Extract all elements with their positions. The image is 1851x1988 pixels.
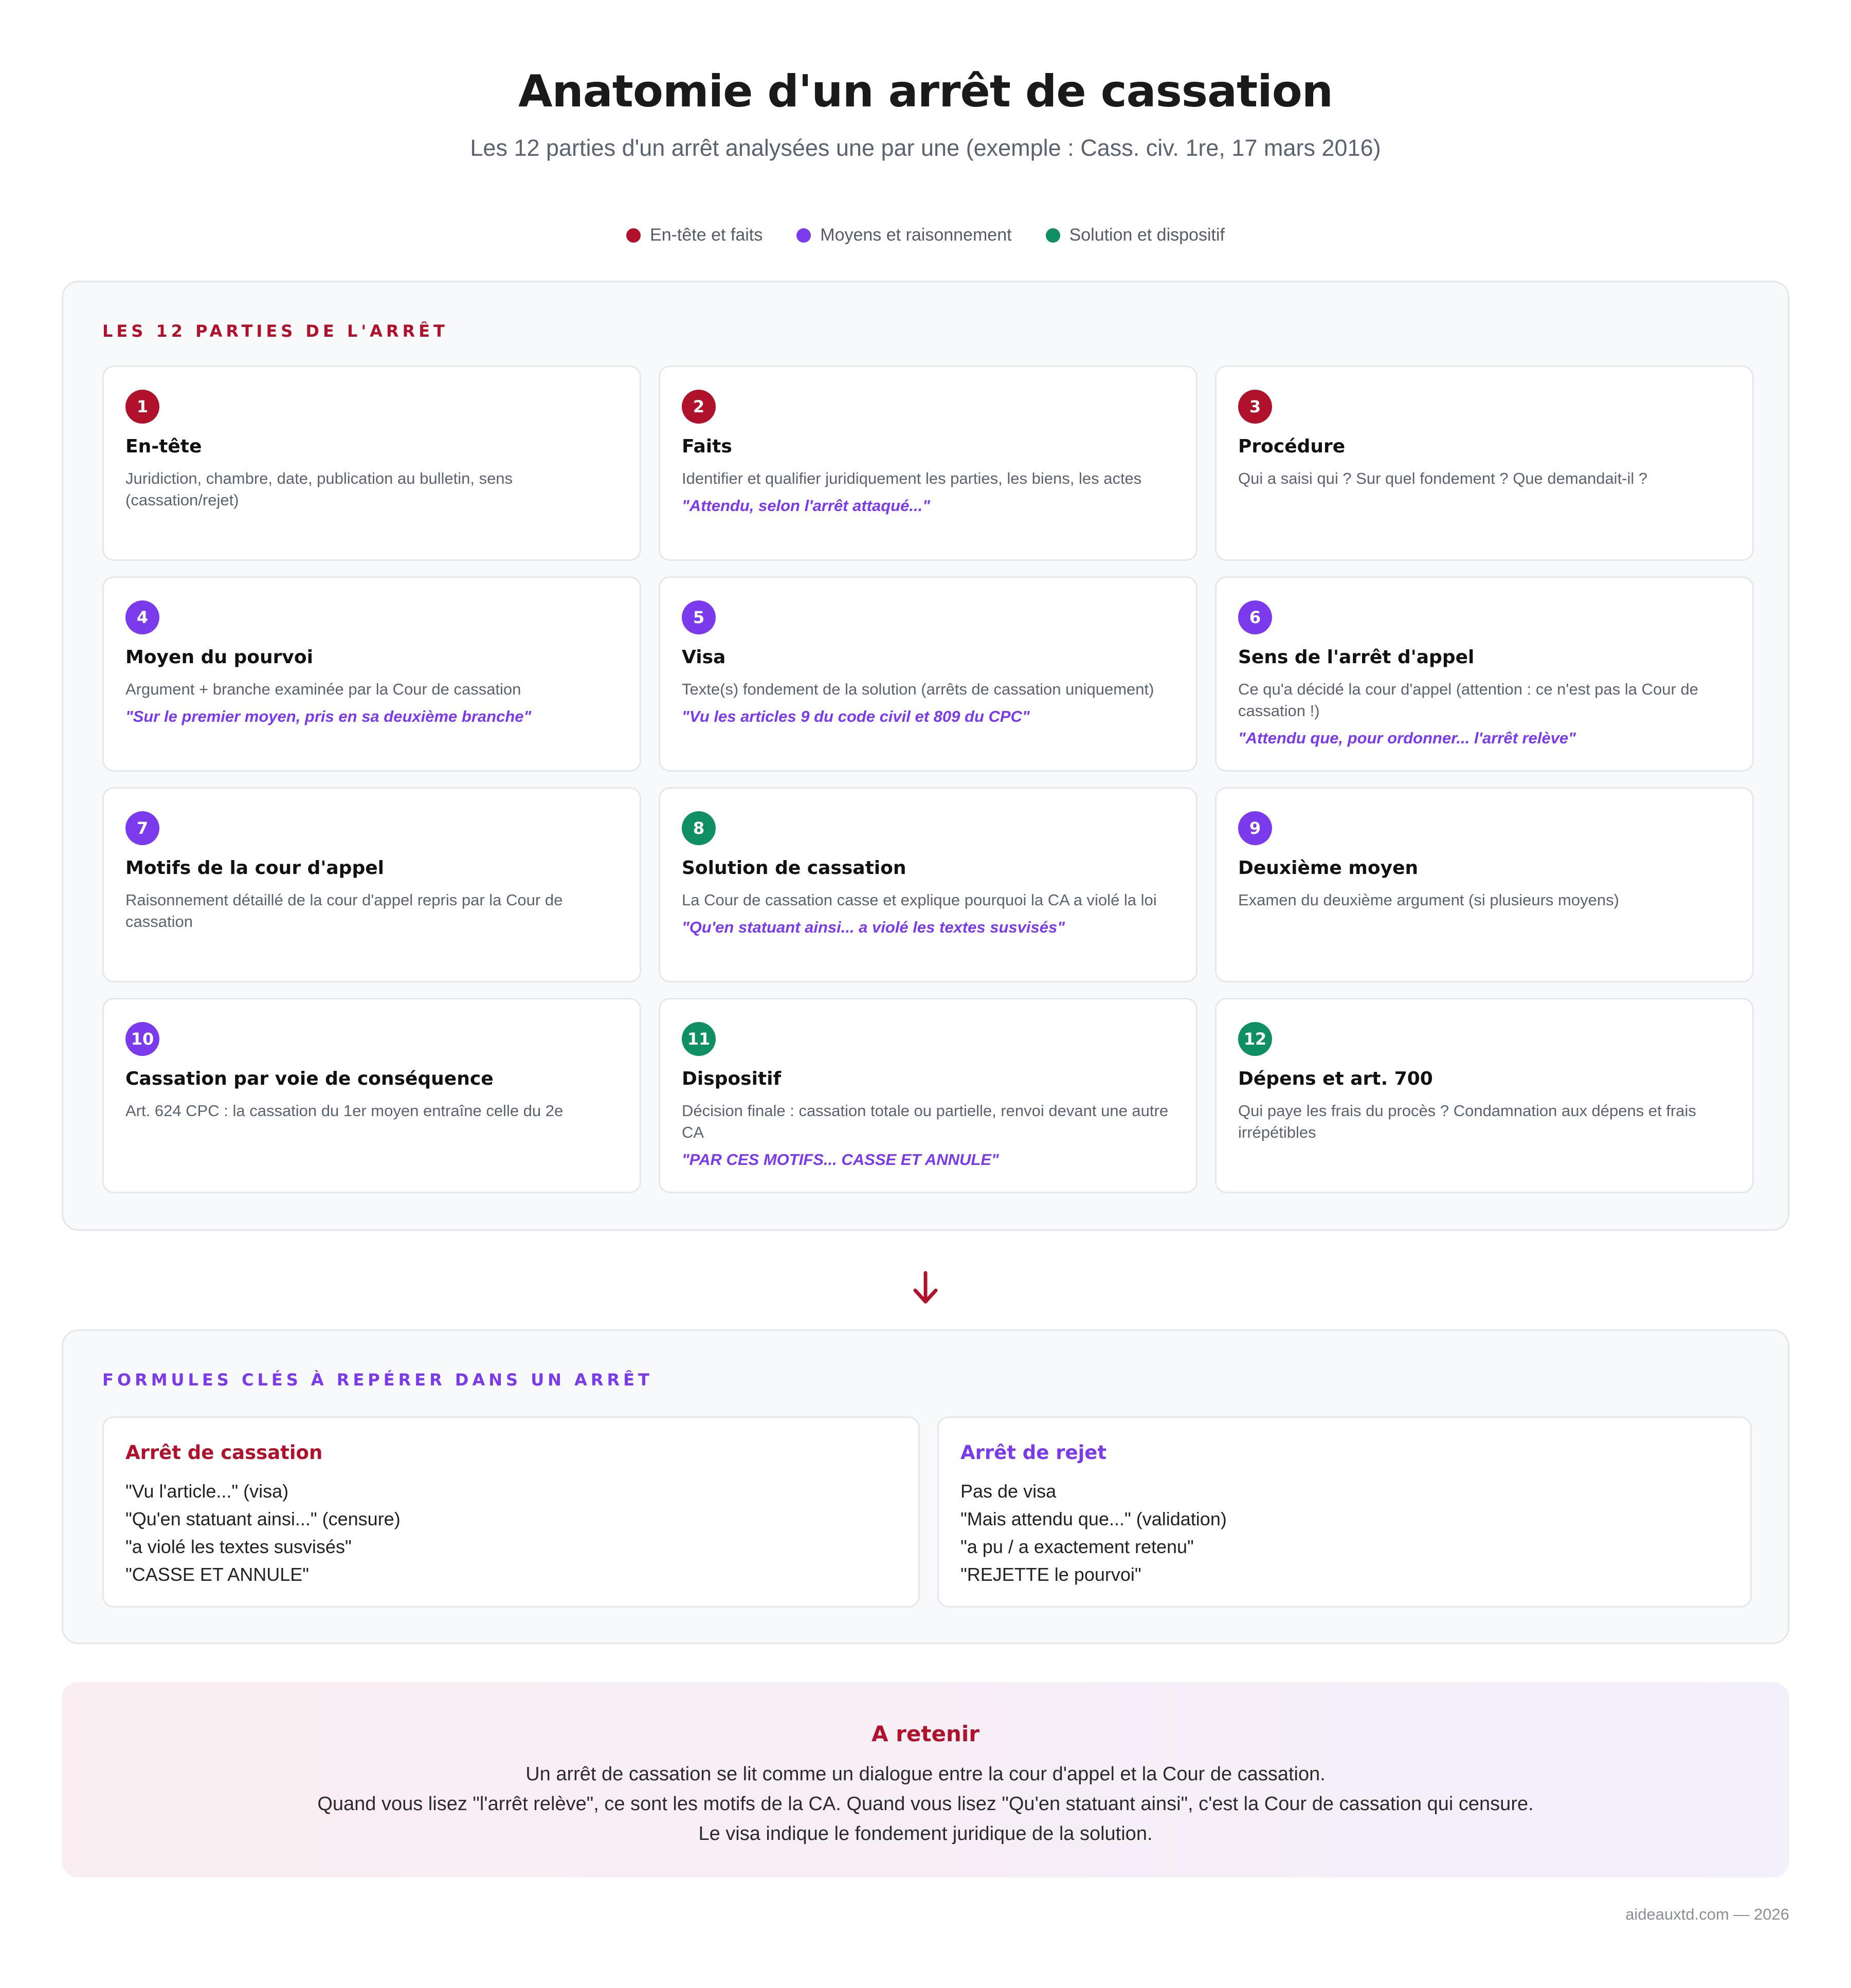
part-example-quote: "PAR CES MOTIFS... CASSE ET ANNULE" — [682, 1151, 999, 1169]
key-takeaway-text — [62, 1759, 1789, 1849]
formula-line: "a violé les textes susvisés" — [125, 1536, 352, 1557]
cassation-formulas-title: Arrêt de cassation — [125, 1442, 323, 1464]
part-description: La Cour de cassation casse et explique pourquoi la CA a violé la loi — [682, 891, 1157, 909]
part-example-quote: "Vu les articles 9 du code civil et 809 du CPC" — [682, 707, 1030, 725]
part-title: Dispositif — [682, 1068, 782, 1089]
formula-line: "Vu l'article..." (visa) — [125, 1481, 289, 1502]
part-description: Raisonnement détaillé de la cour d'appel repris par la Cour de cassation — [125, 891, 563, 931]
part-number-badge: 2 — [682, 390, 716, 424]
formulas-section-label: FORMULES CLÉS À REPÉRER DANS UN ARRÊT — [102, 1370, 653, 1390]
part-number-badge: 6 — [1238, 600, 1272, 634]
part-card-6 — [1215, 576, 1754, 772]
part-description: Décision finale : cassation totale ou partielle, renvoi devant une autre CA — [682, 1102, 1169, 1141]
part-example-quote: "Sur le premier moyen, pris en sa deuxième branche" — [125, 707, 532, 725]
part-title: Visa — [682, 647, 726, 668]
formula-line: "a pu / a exactement retenu" — [960, 1536, 1194, 1557]
legend-label: Solution et dispositif — [1069, 225, 1225, 245]
part-card-8 — [659, 787, 1197, 982]
legend-item-solution — [1046, 225, 1225, 245]
parts-panel — [62, 281, 1789, 1231]
footer-credit: aideauxtd.com — 2026 — [1625, 1905, 1789, 1923]
arrow-down-icon — [910, 1270, 941, 1306]
formula-line: "Mais attendu que..." (validation) — [960, 1508, 1227, 1529]
part-number-badge: 4 — [125, 600, 159, 634]
rejet-formulas-card — [937, 1416, 1752, 1608]
legend-dot-solution — [1046, 228, 1060, 243]
part-number-badge: 12 — [1238, 1022, 1272, 1056]
part-number-badge: 1 — [125, 390, 159, 424]
part-description: Art. 624 CPC : la cassation du 1er moyen entraîne celle du 2e — [125, 1102, 564, 1120]
part-card-10 — [102, 998, 641, 1193]
formulas-panel — [62, 1329, 1789, 1644]
takeaway-line: Un arrêt de cassation se lit comme un dialogue entre la cour d'appel et la Cour de cassation. — [525, 1763, 1326, 1785]
part-card-9 — [1215, 787, 1754, 982]
legend-dot-moyens — [796, 228, 811, 243]
part-number-badge: 3 — [1238, 390, 1272, 424]
part-card-11 — [659, 998, 1197, 1193]
part-number-badge: 5 — [682, 600, 716, 634]
formula-line: "Qu'en statuant ainsi..." (censure) — [125, 1508, 401, 1529]
part-number-badge: 11 — [682, 1022, 716, 1056]
part-number-badge: 7 — [125, 811, 159, 845]
part-title: Solution de cassation — [682, 858, 906, 879]
part-title: Deuxième moyen — [1238, 858, 1419, 879]
part-description: Argument + branche examinée par la Cour de cassation — [125, 680, 521, 698]
part-card-4 — [102, 576, 641, 772]
part-description: Qui paye les frais du procès ? Condamnation aux dépens et frais irrépétibles — [1238, 1102, 1696, 1141]
part-description: Texte(s) fondement de la solution (arrêts de cassation uniquement) — [682, 680, 1154, 698]
takeaway-line: Quand vous lisez "l'arrêt relève", ce sont les motifs de la CA. Quand vous lisez "Qu'en statuant ainsi", c'est la Cour de cassation qui censure. — [317, 1793, 1534, 1815]
part-description: Examen du deuxième argument (si plusieurs moyens) — [1238, 891, 1619, 909]
rejet-formulas-list — [960, 1478, 1227, 1589]
part-number-badge: 8 — [682, 811, 716, 845]
part-number-badge: 9 — [1238, 811, 1272, 845]
formula-line: "REJETTE le pourvoi" — [960, 1564, 1141, 1585]
part-card-3 — [1215, 366, 1754, 561]
part-description: Ce qu'a décidé la cour d'appel (attention : ce n'est pas la Cour de cassation !) — [1238, 680, 1698, 720]
legend-dot-entete — [626, 228, 641, 243]
part-title: Procédure — [1238, 436, 1346, 457]
cassation-formulas-card — [102, 1416, 920, 1608]
part-card-12 — [1215, 998, 1754, 1193]
part-card-2 — [659, 366, 1197, 561]
takeaway-line: Le visa indique le fondement juridique de la solution. — [698, 1823, 1153, 1845]
legend-item-entete — [626, 225, 763, 245]
cassation-formulas-list — [125, 1478, 401, 1589]
part-title: Motifs de la cour d'appel — [125, 858, 384, 879]
legend-label: En-tête et faits — [650, 225, 763, 245]
part-description: Juridiction, chambre, date, publication au bulletin, sens (cassation/rejet) — [125, 469, 513, 509]
part-description: Qui a saisi qui ? Sur quel fondement ? Que demandait-il ? — [1238, 469, 1648, 487]
page-subtitle: Les 12 parties d'un arrêt analysées une par une (exemple : Cass. civ. 1re, 17 mars 2016) — [470, 135, 1381, 161]
formula-line: "CASSE ET ANNULE" — [125, 1564, 310, 1585]
part-title: Cassation par voie de conséquence — [125, 1068, 494, 1089]
formula-line: Pas de visa — [960, 1481, 1057, 1502]
part-description: Identifier et qualifier juridiquement les parties, les biens, les actes — [682, 469, 1142, 487]
part-title: Moyen du pourvoi — [125, 647, 313, 668]
key-takeaway-title: A retenir — [872, 1721, 979, 1746]
part-example-quote: "Qu'en statuant ainsi... a violé les textes susvisés" — [682, 918, 1065, 936]
part-card-7 — [102, 787, 641, 982]
part-card-5 — [659, 576, 1197, 772]
part-card-1 — [102, 366, 641, 561]
rejet-formulas-title: Arrêt de rejet — [960, 1442, 1107, 1464]
legend-label: Moyens et raisonnement — [820, 225, 1012, 245]
part-title: Sens de l'arrêt d'appel — [1238, 647, 1475, 668]
parts-section-label: LES 12 PARTIES DE L'ARRÊT — [102, 321, 448, 341]
key-takeaway-box — [62, 1682, 1789, 1877]
part-title: Dépens et art. 700 — [1238, 1068, 1433, 1089]
part-example-quote: "Attendu, selon l'arrêt attaqué..." — [682, 497, 930, 515]
part-example-quote: "Attendu que, pour ordonner... l'arrêt relève" — [1238, 729, 1576, 747]
page-title: Anatomie d'un arrêt de cassation — [518, 66, 1333, 117]
legend-item-moyens — [796, 225, 1011, 245]
part-title: Faits — [682, 436, 732, 457]
part-number-badge: 10 — [125, 1022, 159, 1056]
part-title: En-tête — [125, 436, 202, 457]
legend — [0, 225, 1851, 245]
